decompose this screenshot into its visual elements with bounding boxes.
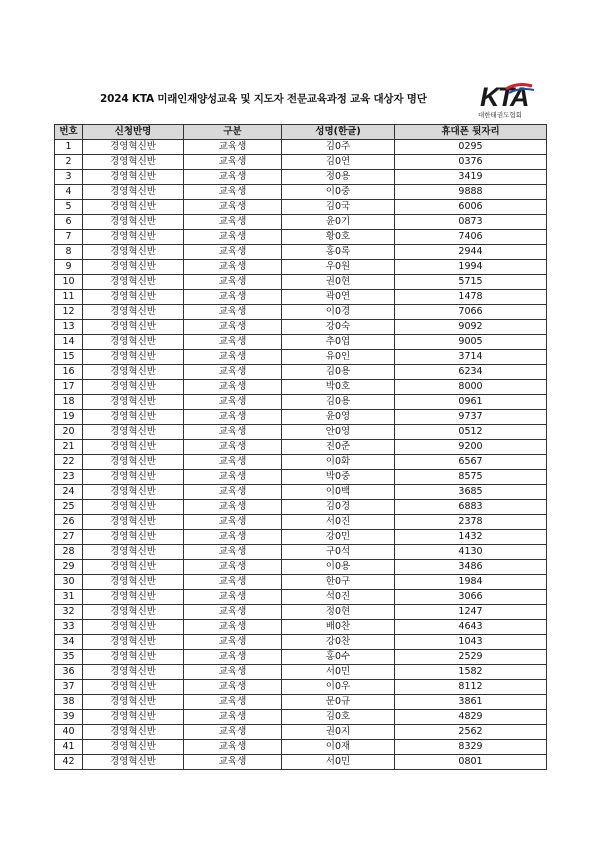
cell-name: 유0인 xyxy=(282,350,395,365)
cell-phone-last-digits: 0873 xyxy=(395,215,547,230)
cell-class-name: 경영혁신반 xyxy=(83,590,184,605)
cell-name: 권0현 xyxy=(282,275,395,290)
table-row xyxy=(55,500,547,515)
table-row xyxy=(55,425,547,440)
svg-text:KTA: KTA xyxy=(480,82,528,112)
cell-class-name: 경영혁신반 xyxy=(83,455,184,470)
table-header-row xyxy=(55,125,547,140)
cell-phone-last-digits: 3714 xyxy=(395,350,547,365)
table-row xyxy=(55,170,547,185)
cell-number: 41 xyxy=(55,740,83,755)
cell-class-name: 경영혁신반 xyxy=(83,515,184,530)
cell-class-name: 경영혁신반 xyxy=(83,350,184,365)
cell-category: 교육생 xyxy=(184,275,282,290)
cell-name: 윤0영 xyxy=(282,410,395,425)
cell-name: 김0연 xyxy=(282,155,395,170)
cell-name: 박0호 xyxy=(282,380,395,395)
logo-caption: 대한태권도협회 xyxy=(478,111,522,119)
cell-number: 12 xyxy=(55,305,83,320)
cell-category: 교육생 xyxy=(184,230,282,245)
table-row xyxy=(55,695,547,710)
cell-name: 김0용 xyxy=(282,365,395,380)
cell-class-name: 경영혁신반 xyxy=(83,695,184,710)
table-row xyxy=(55,590,547,605)
cell-number: 11 xyxy=(55,290,83,305)
table-row xyxy=(55,605,547,620)
cell-number: 2 xyxy=(55,155,83,170)
cell-name: 권0지 xyxy=(282,725,395,740)
cell-number: 20 xyxy=(55,425,83,440)
table-row xyxy=(55,755,547,770)
table-row xyxy=(55,275,547,290)
cell-category: 교육생 xyxy=(184,740,282,755)
cell-name: 김0경 xyxy=(282,500,395,515)
cell-category: 교육생 xyxy=(184,680,282,695)
cell-phone-last-digits: 0801 xyxy=(395,755,547,770)
table-row xyxy=(55,365,547,380)
cell-phone-last-digits: 1478 xyxy=(395,290,547,305)
cell-phone-last-digits: 7066 xyxy=(395,305,547,320)
cell-name: 진0준 xyxy=(282,440,395,455)
cell-category: 교육생 xyxy=(184,200,282,215)
cell-category: 교육생 xyxy=(184,575,282,590)
cell-name: 이0화 xyxy=(282,455,395,470)
cell-category: 교육생 xyxy=(184,590,282,605)
cell-class-name: 경영혁신반 xyxy=(83,725,184,740)
header-name: 성명(한글) xyxy=(282,125,395,140)
cell-category: 교육생 xyxy=(184,260,282,275)
table-row xyxy=(55,410,547,425)
table-body xyxy=(55,140,547,770)
cell-number: 15 xyxy=(55,350,83,365)
cell-class-name: 경영혁신반 xyxy=(83,680,184,695)
cell-category: 교육생 xyxy=(184,545,282,560)
cell-category: 교육생 xyxy=(184,365,282,380)
table-row xyxy=(55,305,547,320)
cell-class-name: 경영혁신반 xyxy=(83,365,184,380)
cell-number: 32 xyxy=(55,605,83,620)
table-row xyxy=(55,380,547,395)
cell-phone-last-digits: 3685 xyxy=(395,485,547,500)
cell-category: 교육생 xyxy=(184,500,282,515)
cell-category: 교육생 xyxy=(184,245,282,260)
cell-category: 교육생 xyxy=(184,215,282,230)
cell-number: 4 xyxy=(55,185,83,200)
cell-class-name: 경영혁신반 xyxy=(83,320,184,335)
table-row xyxy=(55,140,547,155)
cell-category: 교육생 xyxy=(184,605,282,620)
table-row xyxy=(55,560,547,575)
cell-class-name: 경영혁신반 xyxy=(83,755,184,770)
cell-number: 14 xyxy=(55,335,83,350)
table-row xyxy=(55,350,547,365)
cell-phone-last-digits: 1994 xyxy=(395,260,547,275)
cell-phone-last-digits: 2944 xyxy=(395,245,547,260)
cell-category: 교육생 xyxy=(184,335,282,350)
header-class-name: 신청반명 xyxy=(83,125,184,140)
cell-category: 교육생 xyxy=(184,395,282,410)
cell-category: 교육생 xyxy=(184,290,282,305)
cell-category: 교육생 xyxy=(184,140,282,155)
cell-number: 39 xyxy=(55,710,83,725)
cell-number: 26 xyxy=(55,515,83,530)
cell-class-name: 경영혁신반 xyxy=(83,245,184,260)
cell-phone-last-digits: 3419 xyxy=(395,170,547,185)
cell-number: 6 xyxy=(55,215,83,230)
cell-class-name: 경영혁신반 xyxy=(83,380,184,395)
cell-number: 36 xyxy=(55,665,83,680)
cell-phone-last-digits: 9092 xyxy=(395,320,547,335)
cell-class-name: 경영혁신반 xyxy=(83,260,184,275)
cell-phone-last-digits: 8575 xyxy=(395,470,547,485)
table-row xyxy=(55,635,547,650)
cell-class-name: 경영혁신반 xyxy=(83,425,184,440)
cell-name: 곽0연 xyxy=(282,290,395,305)
table-row xyxy=(55,290,547,305)
cell-number: 1 xyxy=(55,140,83,155)
cell-number: 28 xyxy=(55,545,83,560)
cell-category: 교육생 xyxy=(184,695,282,710)
cell-class-name: 경영혁신반 xyxy=(83,575,184,590)
cell-number: 10 xyxy=(55,275,83,290)
cell-name: 구0석 xyxy=(282,545,395,560)
table-row xyxy=(55,545,547,560)
cell-category: 교육생 xyxy=(184,470,282,485)
cell-number: 25 xyxy=(55,500,83,515)
cell-name: 김0국 xyxy=(282,200,395,215)
cell-class-name: 경영혁신반 xyxy=(83,440,184,455)
cell-class-name: 경영혁신반 xyxy=(83,335,184,350)
cell-name: 박0중 xyxy=(282,470,395,485)
cell-phone-last-digits: 4130 xyxy=(395,545,547,560)
cell-number: 23 xyxy=(55,470,83,485)
cell-category: 교육생 xyxy=(184,440,282,455)
cell-number: 21 xyxy=(55,440,83,455)
cell-class-name: 경영혁신반 xyxy=(83,545,184,560)
cell-number: 40 xyxy=(55,725,83,740)
cell-class-name: 경영혁신반 xyxy=(83,635,184,650)
cell-name: 김0주 xyxy=(282,140,395,155)
cell-class-name: 경영혁신반 xyxy=(83,560,184,575)
cell-name: 정0용 xyxy=(282,170,395,185)
cell-phone-last-digits: 1582 xyxy=(395,665,547,680)
cell-number: 13 xyxy=(55,320,83,335)
table-row xyxy=(55,320,547,335)
cell-phone-last-digits: 0376 xyxy=(395,155,547,170)
cell-phone-last-digits: 1984 xyxy=(395,575,547,590)
cell-name: 홍0록 xyxy=(282,245,395,260)
cell-name: 석0진 xyxy=(282,590,395,605)
cell-class-name: 경영혁신반 xyxy=(83,395,184,410)
cell-class-name: 경영혁신반 xyxy=(83,470,184,485)
cell-name: 이0우 xyxy=(282,680,395,695)
cell-class-name: 경영혁신반 xyxy=(83,170,184,185)
cell-name: 강0찬 xyxy=(282,635,395,650)
cell-category: 교육생 xyxy=(184,485,282,500)
cell-category: 교육생 xyxy=(184,515,282,530)
cell-number: 37 xyxy=(55,680,83,695)
cell-phone-last-digits: 2562 xyxy=(395,725,547,740)
cell-name: 서0민 xyxy=(282,755,395,770)
cell-phone-last-digits: 6567 xyxy=(395,455,547,470)
cell-name: 김0용 xyxy=(282,395,395,410)
cell-phone-last-digits: 0295 xyxy=(395,140,547,155)
cell-category: 교육생 xyxy=(184,380,282,395)
table-row xyxy=(55,245,547,260)
cell-category: 교육생 xyxy=(184,530,282,545)
roster-table xyxy=(54,124,547,770)
cell-name: 한0구 xyxy=(282,575,395,590)
table-row xyxy=(55,455,547,470)
cell-number: 19 xyxy=(55,410,83,425)
cell-class-name: 경영혁신반 xyxy=(83,620,184,635)
cell-number: 9 xyxy=(55,260,83,275)
cell-category: 교육생 xyxy=(184,620,282,635)
cell-category: 교육생 xyxy=(184,455,282,470)
cell-phone-last-digits: 3066 xyxy=(395,590,547,605)
cell-number: 30 xyxy=(55,575,83,590)
cell-category: 교육생 xyxy=(184,755,282,770)
cell-category: 교육생 xyxy=(184,560,282,575)
cell-phone-last-digits: 5715 xyxy=(395,275,547,290)
cell-name: 안0영 xyxy=(282,425,395,440)
cell-name: 문0규 xyxy=(282,695,395,710)
cell-phone-last-digits: 6006 xyxy=(395,200,547,215)
cell-category: 교육생 xyxy=(184,635,282,650)
header-phone-last-digits: 휴대폰 뒷자리 xyxy=(395,125,547,140)
table-row xyxy=(55,725,547,740)
cell-name: 정0현 xyxy=(282,605,395,620)
cell-name: 서0민 xyxy=(282,665,395,680)
cell-phone-last-digits: 7406 xyxy=(395,230,547,245)
cell-class-name: 경영혁신반 xyxy=(83,275,184,290)
cell-number: 7 xyxy=(55,230,83,245)
table-row xyxy=(55,230,547,245)
cell-name: 강0숙 xyxy=(282,320,395,335)
table-row xyxy=(55,215,547,230)
cell-category: 교육생 xyxy=(184,155,282,170)
table-row xyxy=(55,740,547,755)
cell-number: 16 xyxy=(55,365,83,380)
cell-number: 33 xyxy=(55,620,83,635)
cell-category: 교육생 xyxy=(184,665,282,680)
cell-name: 강0민 xyxy=(282,530,395,545)
document-title: 2024 KTA 미래인재양성교육 및 지도자 전문교육과정 교육 대상자 명단 xyxy=(100,93,427,105)
cell-number: 42 xyxy=(55,755,83,770)
table-row xyxy=(55,710,547,725)
cell-number: 34 xyxy=(55,635,83,650)
cell-class-name: 경영혁신반 xyxy=(83,500,184,515)
cell-number: 18 xyxy=(55,395,83,410)
cell-class-name: 경영혁신반 xyxy=(83,665,184,680)
cell-number: 22 xyxy=(55,455,83,470)
cell-class-name: 경영혁신반 xyxy=(83,230,184,245)
cell-class-name: 경영혁신반 xyxy=(83,305,184,320)
cell-number: 8 xyxy=(55,245,83,260)
cell-class-name: 경영혁신반 xyxy=(83,605,184,620)
cell-category: 교육생 xyxy=(184,725,282,740)
cell-category: 교육생 xyxy=(184,650,282,665)
cell-class-name: 경영혁신반 xyxy=(83,200,184,215)
cell-phone-last-digits: 8329 xyxy=(395,740,547,755)
cell-category: 교육생 xyxy=(184,305,282,320)
cell-phone-last-digits: 2529 xyxy=(395,650,547,665)
cell-phone-last-digits: 0961 xyxy=(395,395,547,410)
table-row xyxy=(55,650,547,665)
cell-name: 홍0수 xyxy=(282,650,395,665)
cell-name: 김0호 xyxy=(282,710,395,725)
cell-category: 교육생 xyxy=(184,710,282,725)
table-row xyxy=(55,665,547,680)
cell-class-name: 경영혁신반 xyxy=(83,215,184,230)
cell-name: 배0찬 xyxy=(282,620,395,635)
cell-category: 교육생 xyxy=(184,410,282,425)
cell-category: 교육생 xyxy=(184,350,282,365)
table-row xyxy=(55,200,547,215)
cell-class-name: 경영혁신반 xyxy=(83,710,184,725)
cell-category: 교육생 xyxy=(184,425,282,440)
cell-phone-last-digits: 6883 xyxy=(395,500,547,515)
cell-class-name: 경영혁신반 xyxy=(83,290,184,305)
cell-category: 교육생 xyxy=(184,170,282,185)
cell-phone-last-digits: 2378 xyxy=(395,515,547,530)
cell-class-name: 경영혁신반 xyxy=(83,140,184,155)
cell-phone-last-digits: 6234 xyxy=(395,365,547,380)
table-row xyxy=(55,620,547,635)
cell-number: 27 xyxy=(55,530,83,545)
cell-name: 이0재 xyxy=(282,740,395,755)
cell-number: 31 xyxy=(55,590,83,605)
table-row xyxy=(55,680,547,695)
cell-name: 우0원 xyxy=(282,260,395,275)
cell-name: 추0엽 xyxy=(282,335,395,350)
cell-name: 서0진 xyxy=(282,515,395,530)
cell-phone-last-digits: 9888 xyxy=(395,185,547,200)
table-row xyxy=(55,335,547,350)
cell-class-name: 경영혁신반 xyxy=(83,530,184,545)
table-row xyxy=(55,155,547,170)
cell-phone-last-digits: 0512 xyxy=(395,425,547,440)
header-number: 번호 xyxy=(55,125,83,140)
cell-phone-last-digits: 4829 xyxy=(395,710,547,725)
cell-phone-last-digits: 9200 xyxy=(395,440,547,455)
table-row xyxy=(55,470,547,485)
table-row xyxy=(55,530,547,545)
cell-number: 24 xyxy=(55,485,83,500)
cell-phone-last-digits: 1247 xyxy=(395,605,547,620)
cell-number: 29 xyxy=(55,560,83,575)
cell-number: 17 xyxy=(55,380,83,395)
cell-name: 이0중 xyxy=(282,185,395,200)
table-row xyxy=(55,485,547,500)
cell-phone-last-digits: 9737 xyxy=(395,410,547,425)
cell-name: 이0백 xyxy=(282,485,395,500)
cell-number: 3 xyxy=(55,170,83,185)
cell-name: 윤0기 xyxy=(282,215,395,230)
cell-class-name: 경영혁신반 xyxy=(83,155,184,170)
cell-phone-last-digits: 3861 xyxy=(395,695,547,710)
cell-name: 황0호 xyxy=(282,230,395,245)
cell-number: 38 xyxy=(55,695,83,710)
cell-phone-last-digits: 1432 xyxy=(395,530,547,545)
cell-class-name: 경영혁신반 xyxy=(83,410,184,425)
header-category: 구분 xyxy=(184,125,282,140)
table-row xyxy=(55,575,547,590)
cell-phone-last-digits: 8112 xyxy=(395,680,547,695)
cell-phone-last-digits: 8000 xyxy=(395,380,547,395)
table-row xyxy=(55,260,547,275)
cell-name: 이0경 xyxy=(282,305,395,320)
cell-class-name: 경영혁신반 xyxy=(83,485,184,500)
cell-category: 교육생 xyxy=(184,185,282,200)
cell-phone-last-digits: 3486 xyxy=(395,560,547,575)
table-row xyxy=(55,395,547,410)
cell-phone-last-digits: 9005 xyxy=(395,335,547,350)
cell-number: 35 xyxy=(55,650,83,665)
cell-class-name: 경영혁신반 xyxy=(83,650,184,665)
cell-name: 이0용 xyxy=(282,560,395,575)
cell-number: 5 xyxy=(55,200,83,215)
table-row xyxy=(55,440,547,455)
table-row xyxy=(55,185,547,200)
cell-class-name: 경영혁신반 xyxy=(83,740,184,755)
cell-category: 교육생 xyxy=(184,320,282,335)
table-row xyxy=(55,515,547,530)
cell-phone-last-digits: 4643 xyxy=(395,620,547,635)
cell-phone-last-digits: 1043 xyxy=(395,635,547,650)
cell-class-name: 경영혁신반 xyxy=(83,185,184,200)
